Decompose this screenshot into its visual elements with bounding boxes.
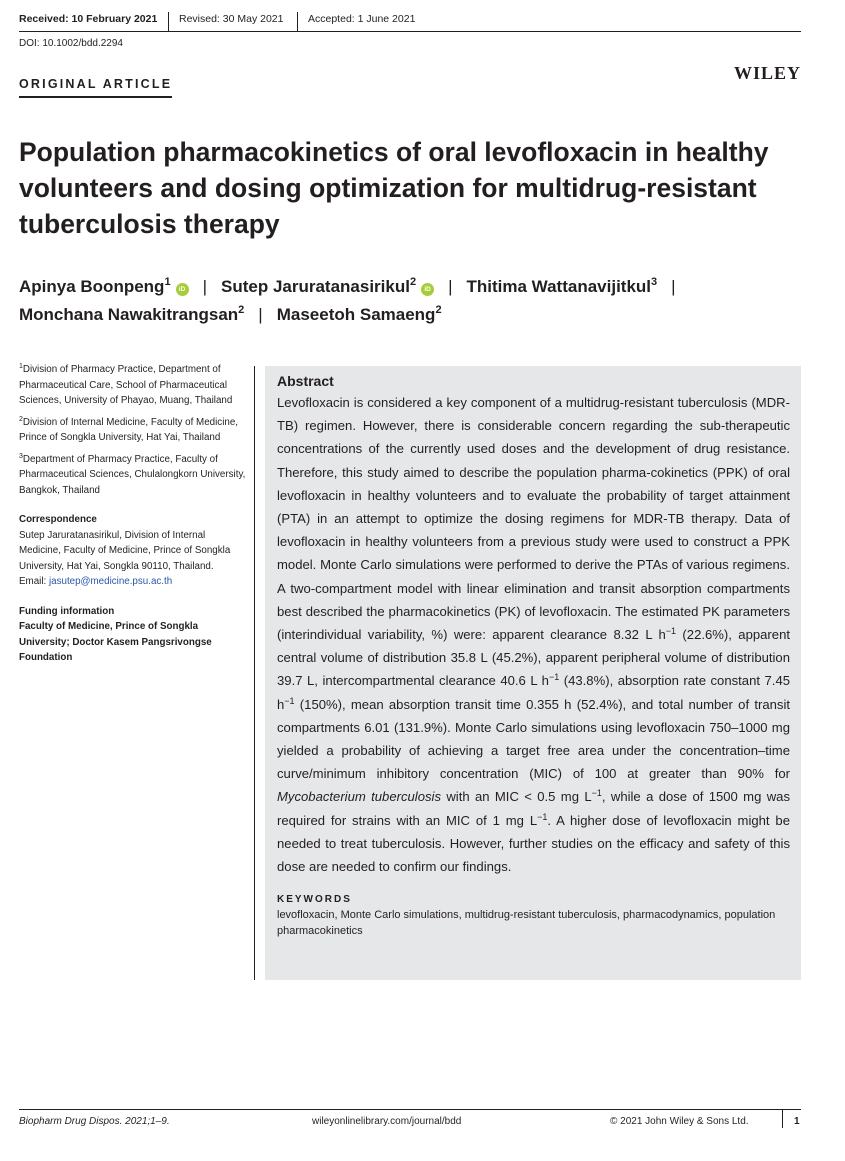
correspondence-email: Email: jasutep@medicine.psu.ac.th bbox=[19, 576, 173, 587]
keywords-heading: KEYWORDS bbox=[277, 894, 352, 906]
divider bbox=[168, 12, 169, 31]
page-footer bbox=[19, 1109, 801, 1135]
author-affiliation-number: 2 bbox=[238, 304, 245, 316]
page-number: 1 bbox=[794, 1116, 800, 1127]
abstract-heading: Abstract bbox=[277, 373, 334, 389]
author-affiliation-number: 1 bbox=[164, 276, 171, 288]
correspondence-heading: Correspondence bbox=[19, 514, 97, 525]
orcid-icon[interactable]: iD bbox=[421, 283, 434, 296]
doi[interactable]: DOI: 10.1002/bdd.2294 bbox=[19, 38, 123, 49]
funding-text: Faculty of Medicine, Prince of Songkla University; Doctor Kasem Pangsrivongse Foundation bbox=[19, 621, 212, 663]
author-affiliation-number: 2 bbox=[435, 304, 442, 316]
email-link[interactable]: jasutep@medicine.psu.ac.th bbox=[48, 576, 173, 587]
author-name[interactable]: Sutep Jaruratanasirikul bbox=[221, 277, 410, 296]
author-list: Apinya Boonpeng$^1$iD | Sutep Jaruratanasirikul$^2$iD | Thitima Wattanavijitkul$^3$ | Monchana Nawakitrangsan$^2$ | Maseetoh Samaeng$^2$ bbox=[19, 276, 676, 324]
funding-heading: Funding information bbox=[19, 605, 115, 617]
affiliation: $^1$Division of Pharmacy Practice, Department of Pharmaceutical Care, School of Pharmaceutical Sciences, University of Phayao, Muang, Thailand bbox=[19, 363, 233, 406]
journal-citation: Biopharm Drug Dispos. 2021;1–9. bbox=[19, 1116, 170, 1127]
revised-date: Revised: 30 May 2021 bbox=[179, 13, 284, 25]
divider bbox=[297, 12, 298, 31]
author-name[interactable]: Thitima Wattanavijitkul bbox=[466, 277, 652, 296]
article-type: ORIGINAL ARTICLE bbox=[19, 77, 172, 98]
correspondence-text: Sutep Jaruratanasirikul, Division of Internal Medicine, Faculty of Medicine, Prince of Songkla University, Hat Yai, Songkla 90110, Thailand. bbox=[19, 529, 231, 572]
affiliation: $^2$Division of Internal Medicine, Faculty of Medicine, Prince of Songkla University, Hat Yai, Thailand bbox=[19, 415, 238, 443]
copyright: © 2021 John Wiley & Sons Ltd. bbox=[610, 1116, 749, 1127]
article-info-sidebar bbox=[19, 362, 249, 666]
affiliation: $^3$Department of Pharmacy Practice, Faculty of Pharmaceutical Sciences, Chulalongkorn University, Bangkok, Thailand bbox=[19, 452, 246, 496]
publisher-logo: WILEY bbox=[733, 63, 801, 83]
orcid-icon[interactable]: iD bbox=[176, 283, 189, 296]
author-name[interactable]: Maseetoh Samaeng bbox=[276, 305, 436, 324]
accepted-date: Accepted: 1 June 2021 bbox=[308, 13, 416, 25]
sidebar-divider bbox=[254, 366, 255, 980]
organism-name: Mycobacterium tuberculosis bbox=[277, 789, 441, 805]
author-name[interactable]: Apinya Boonpeng bbox=[19, 277, 165, 296]
author-affiliation-number: 2 bbox=[409, 276, 417, 288]
abstract-panel bbox=[265, 366, 801, 980]
received-date: Received: 10 February 2021 bbox=[19, 13, 158, 25]
divider bbox=[782, 1110, 783, 1128]
publication-history-bar bbox=[19, 12, 801, 32]
journal-website[interactable]: wileyonlinelibrary.com/journal/bdd bbox=[312, 1116, 462, 1127]
article-title: Population pharmacokinetics of oral levofloxacin in healthy volunteers and dosing optimization for multidrug-resistant tuberculosis therapy bbox=[19, 137, 769, 239]
keywords-text: levofloxacin, Monte Carlo simulations, multidrug-resistant tuberculosis, pharmacodynamics, population pharmacokinetics bbox=[277, 909, 776, 938]
author-name[interactable]: Monchana Nawakitrangsan bbox=[19, 305, 239, 324]
author-affiliation-number: 3 bbox=[651, 276, 658, 288]
abstract-text: Levofloxacin is considered a key component of a multidrug-resistant tuberculosis (MDR-TB) regimen. However, there is considerable concern regarding the sub-therapeutic concentrations of the currently used doses and the development of drug resistance. Therefore, this study aimed to describe the population pharma-cokinetics (PPK) of oral levofloxacin in healthy volunteers and to evaluate the probability of target attainment (PTA) in an attempt to optimize the dosing regimens for MDR-TB therapy. Data of levofloxacin in healthy volunteers from a previous study were used to construct a PPK model. Monte Carlo simulations were performed to derive the PTAs of various regimens. A two-compartment model with linear elimination and transit absorption compartments best described the pharmacokinetics (PK) of levofloxacin. The estimated PK parameters (interindividual variability, %) were: apparent clearance 8.32 L $h^{-1}$ (22.6%), apparent central volume of distribution 35.8 L (45.2%), apparent peripheral volume of distribution 39.7 L, intercompartmental clearance 40.6 L $h^{-1}$ (43.8%), absorption rate constant 7.45 $h^{-1}$ (150%), mean absorption transit time 0.355 h (52.4%), and total number of transit compartments 6.01 (131.9%). Monte Carlo simulations using levofloxacin 750–1000 mg yielded a probability of achieving a target free area under the concentration–time curve/minimum inhibitory concentration (MIC) of 100 at greater than 90% for Mycobacterium tuberculosis with an MIC < 0.5 mg $L^{-1}$, while a dose of 1500 mg was required for strains with an MIC of 1 mg $L^{-1}$. A higher dose of levofloxacin might be needed to treat tuberculosis. However, further studies on the efficacy and safety of this dose are needed to confirm our findings. bbox=[277, 395, 791, 875]
